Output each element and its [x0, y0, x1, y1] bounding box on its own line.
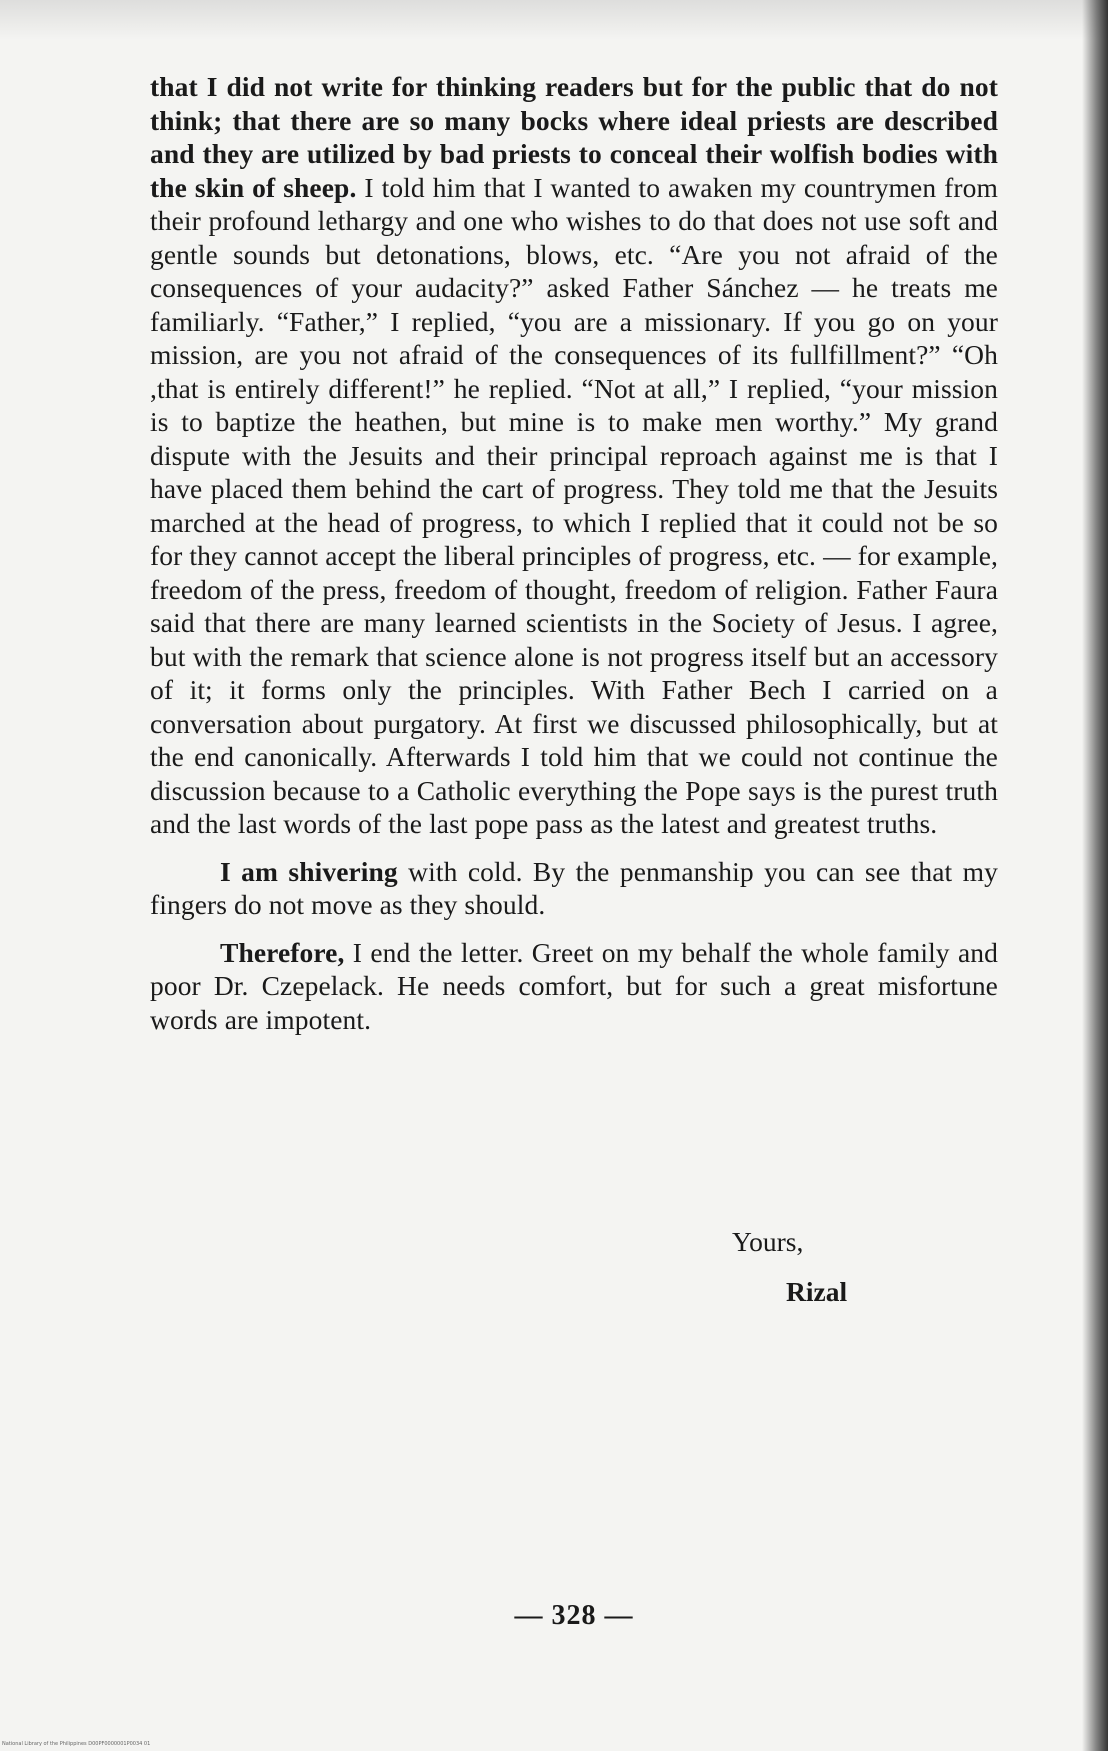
paragraph-1-text: I told him that I wanted to awaken my countrymen from their profound lethargy and one who wishes to do that does not use soft and gentle sounds but detonations, blows, etc. “Are you not afraid of the consequences of your audacity?” asked Father Sánchez — he treats me familiarly. “Father,” I replied, “you are a missionary. If you go on your mission, are you not afraid of the consequences of its fullfillment?” “Oh ,that is entirely different!” he replied. “Not at all,” I replied, “your mission is to baptize the heathen, but mine is to make men worthy.” My grand dispute with the Jesuits and their principal reproach against me is that I have placed them behind the cart of progress. They told me that the Jesuits marched at the head of progress, to which I replied that it could not be so for they cannot accept the liberal principles of progress, etc. — for example, freedom of the press, freedom of thought, freedom of religion. Father Faura said that there are many learned scientists in the Society of Jesus. I agree, but with the remark that science alone is not progress itself but an accessory of it; it forms only the principles. With Father Bech I carried on a conversation about purgatory. At first we discussed philosophically, but at the end canonically. Afterwards I told him that we could not continue the discussion because to a Catholic everything the Pope says is the purest truth and the last words of the last pope pass as the latest and greatest truths.: [150, 171, 998, 839]
paragraph-3-lead: Therefore,: [220, 936, 345, 968]
letter-paragraph-1: [150, 70, 998, 841]
paragraph-1-lead: that I did not write for thinking readers but for the public that do not think; that there are so many bocks where ideal priests are described and they are utilized by bad priests to conceal their wolfish bodies with the skin of sheep.: [150, 71, 998, 203]
page-binding-shadow: [1082, 0, 1108, 1751]
letter-body: [150, 70, 998, 1036]
paragraph-3-text: I end the letter. Greet on my behalf the whole family and poor Dr. Czepelack. He needs comfort, but for such a great misfortune words are impotent.: [150, 936, 998, 1035]
letter-paragraph-3: [150, 936, 998, 1037]
paragraph-2-lead: I am shivering: [220, 855, 398, 887]
letter-paragraph-2: [150, 855, 998, 922]
scan-credit: National Library of the Philippines D00PF0000001P0034 01: [2, 1741, 151, 1747]
page-number-container: [0, 1600, 1108, 1632]
letter-signature: Rizal: [786, 1276, 848, 1307]
page-number: — 328 —: [514, 1600, 634, 1631]
page-top-shading: [0, 0, 1108, 40]
letter-closing: Yours,: [732, 1226, 804, 1257]
paragraph-2-text: with cold. By the penmanship you can see that my fingers do not move as they should.: [150, 855, 999, 920]
